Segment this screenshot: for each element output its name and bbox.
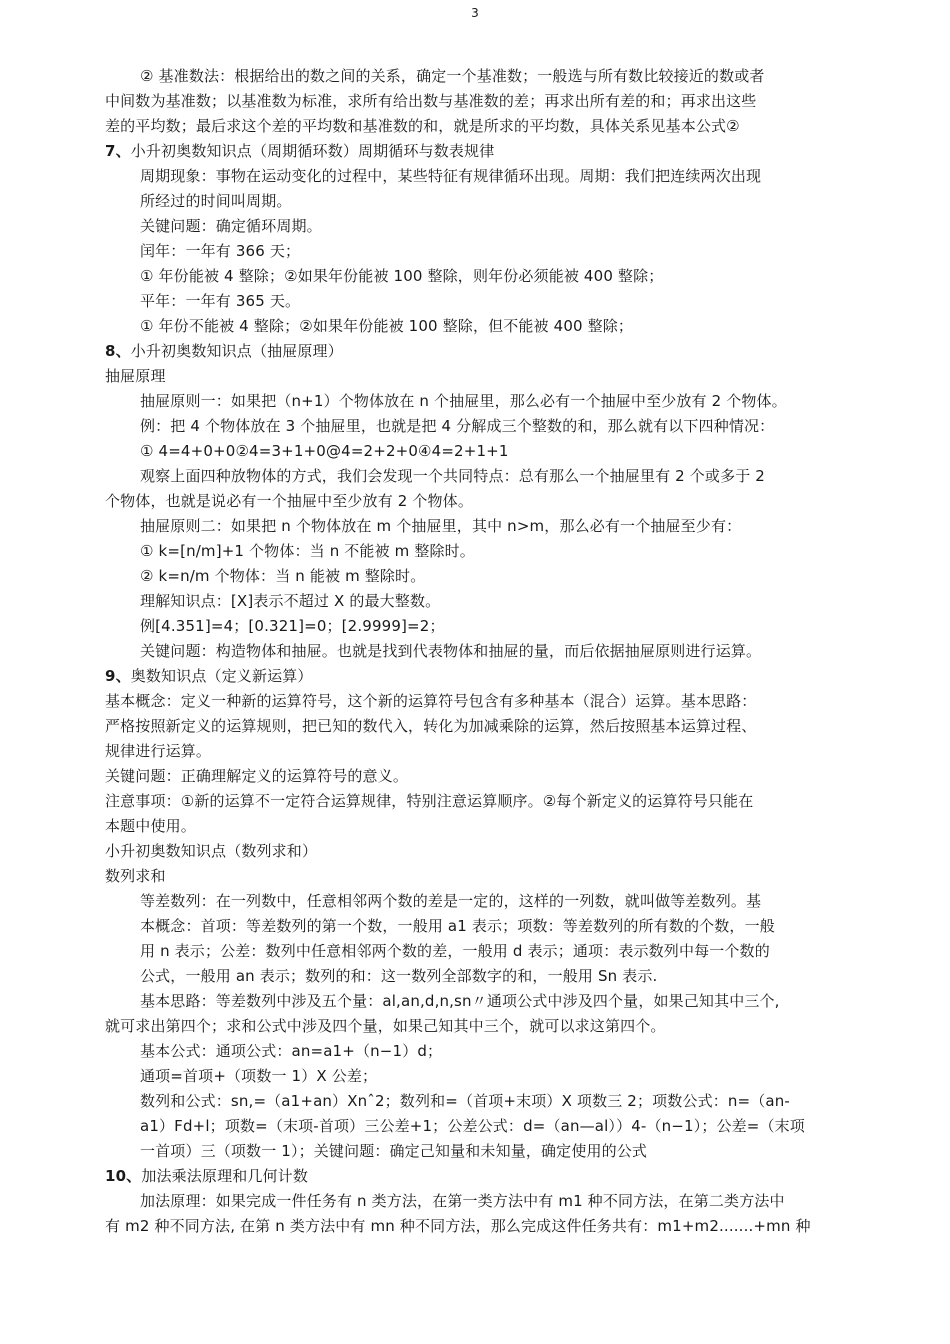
heading-text: 小升初奥数知识点（周期循环数）周期循环与数表规律	[130, 142, 495, 160]
paragraph-line: 本题中使用。	[105, 817, 196, 835]
section-heading-9	[105, 666, 313, 686]
paragraph-line: 基本公式：通项公式：an=a1+（n−1）d；	[140, 1042, 443, 1060]
paragraph-line: 所经过的时间叫周期。	[140, 192, 292, 210]
heading-number: 9、	[105, 667, 131, 685]
paragraph-line: 通项=首项+（项数一 1）X 公差；	[140, 1067, 378, 1085]
paragraph-line: 例：把 4 个物体放在 3 个抽屉里，也就是把 4 分解成三个整数的和，那么就有以下四种情况：	[140, 417, 775, 435]
heading-text: 加法乘法原理和几何计数	[141, 1167, 308, 1185]
paragraph-line: ② 基准数法：根据给出的数之间的关系，确定一个基准数；一般选与所有数比较接近的数或者	[140, 67, 765, 85]
paragraph-line: 差的平均数；最后求这个差的平均数和基准数的和，就是所求的平均数，具体关系见基本公式②	[105, 117, 740, 135]
heading-text: 奥数知识点（定义新运算）	[130, 667, 313, 685]
paragraph-line: 理解知识点：[X]表示不超过 X 的最大整数。	[140, 592, 441, 610]
paragraph-line: ① k=[n/m]+1 个物体：当 n 不能被 m 整除时。	[140, 542, 475, 560]
heading-number: 7、	[105, 142, 131, 160]
subheading: 抽屉原理	[105, 367, 166, 385]
heading-text: 小升初奥数知识点（抽屉原理）	[130, 342, 343, 360]
paragraph-line: ① 4=4+0+0②4=3+1+0@4=2+2+0④4=2+1+1	[140, 442, 509, 460]
paragraph-line: 有 m2 种不同方法, 在第 n 类方法中有 mn 种不同方法，那么完成这件任务共有：m1+m2.......+mn 种	[105, 1217, 811, 1235]
paragraph-line: 关键问题：构造物体和抽屉。也就是找到代表物体和抽屉的量，而后依据抽屉原则进行运算。	[140, 642, 762, 660]
paragraph-line: 平年：一年有 365 天。	[140, 292, 301, 310]
paragraph-line: 本概念：首项：等差数列的第一个数，一般用 a1 表示；项数：等差数列的所有数的个数，一般	[140, 917, 775, 935]
paragraph-line: 注意事项：①新的运算不一定符合运算规律，特别注意运算顺序。②每个新定义的运算符号只能在	[105, 792, 754, 810]
paragraph-line: 抽屉原则一：如果把（n+1）个物体放在 n 个抽屉里，那么必有一个抽屉中至少放有 2 个物体。	[140, 392, 787, 410]
paragraph-line: 例[4.351]=4；[0.321]=0；[2.9999]=2；	[140, 617, 445, 635]
paragraph-line: 等差数列：在一列数中，任意相邻两个数的差是一定的，这样的一列数，就叫做等差数列。基	[140, 892, 762, 910]
paragraph-line: 抽屉原则二：如果把 n 个物体放在 m 个抽屉里，其中 n>m，那么必有一个抽屉至少有：	[140, 517, 742, 535]
paragraph-line: 周期现象：事物在运动变化的过程中，某些特征有规律循环出现。周期：我们把连续两次出现	[140, 167, 762, 185]
paragraph-line: 基本概念：定义一种新的运算符号，这个新的运算符号包含有多种基本（混合）运算。基本思路：	[105, 692, 757, 710]
paragraph-line: ① 年份能被 4 整除；②如果年份能被 100 整除，则年份必须能被 400 整除；	[140, 267, 664, 285]
paragraph-line: 数列和公式：sn,=（a1+an）Xnˆ2；数列和=（首项+末项）X 项数三 2；项数公式：n=（an-	[140, 1092, 790, 1110]
paragraph-line: 用 n 表示；公差：数列中任意相邻两个数的差，一般用 d 表示；通项：表示数列中每一个数的	[140, 942, 770, 960]
paragraph-line: ① 年份不能被 4 整除；②如果年份能被 100 整除，但不能被 400 整除；	[140, 317, 634, 335]
paragraph-line: 关键问题：正确理解定义的运算符号的意义。	[105, 767, 409, 785]
paragraph-line: 闰年：一年有 366 天；	[140, 242, 301, 260]
heading-number: 8、	[105, 342, 131, 360]
paragraph-line: 严格按照新定义的运算规则，把已知的数代入，转化为加减乘除的运算，然后按照基本运算过程、	[105, 717, 757, 735]
paragraph-line: 基本思路：等差数列中涉及五个量：al,an,d,n,sn〃通项公式中涉及四个量，如果己知其中三个,	[140, 992, 780, 1010]
section-heading-10	[105, 1166, 308, 1186]
paragraph-line: ② k=n/m 个物体：当 n 能被 m 整除时。	[140, 567, 426, 585]
paragraph-line: 公式，一般用 an 表示；数列的和：这一数列全部数字的和，一般用 Sn 表示.	[140, 967, 658, 985]
page-number: 3	[471, 6, 479, 20]
section-heading-7	[105, 141, 494, 161]
paragraph-line: 一首项）三（项数一 1）；关键问题：确定己知量和未知量，确定使用的公式	[140, 1142, 648, 1160]
paragraph-line: 中间数为基准数；以基准数为标准，求所有给出数与基准数的差；再求出所有差的和；再求出这些	[105, 92, 757, 110]
section-heading-8	[105, 341, 343, 361]
paragraph-line: 规律进行运算。	[105, 742, 212, 760]
subheading: 数列求和	[105, 867, 166, 885]
paragraph-line: 加法原理：如果完成一件任务有 n 类方法，在第一类方法中有 m1 种不同方法，在第二类方法中	[140, 1192, 785, 1210]
heading-number: 10、	[105, 1167, 142, 1185]
section-heading: 小升初奥数知识点（数列求和）	[105, 842, 318, 860]
paragraph-line: 个物体，也就是说必有一个抽屉中至少放有 2 个物体。	[105, 492, 473, 510]
paragraph-line: 观察上面四种放物体的方式，我们会发现一个共同特点：总有那么一个抽屉里有 2 个或多于 2	[140, 467, 765, 485]
paragraph-line: a1）Fd+l；项数=（末项-首项）三公差+1；公差公式：d=（an—al））4-（n−1）；公差=（末项	[140, 1117, 805, 1135]
paragraph-line: 就可求出第四个；求和公式中涉及四个量，如果己知其中三个，就可以求这第四个。	[105, 1017, 666, 1035]
paragraph-line: 关键问题：确定循环周期。	[140, 217, 322, 235]
